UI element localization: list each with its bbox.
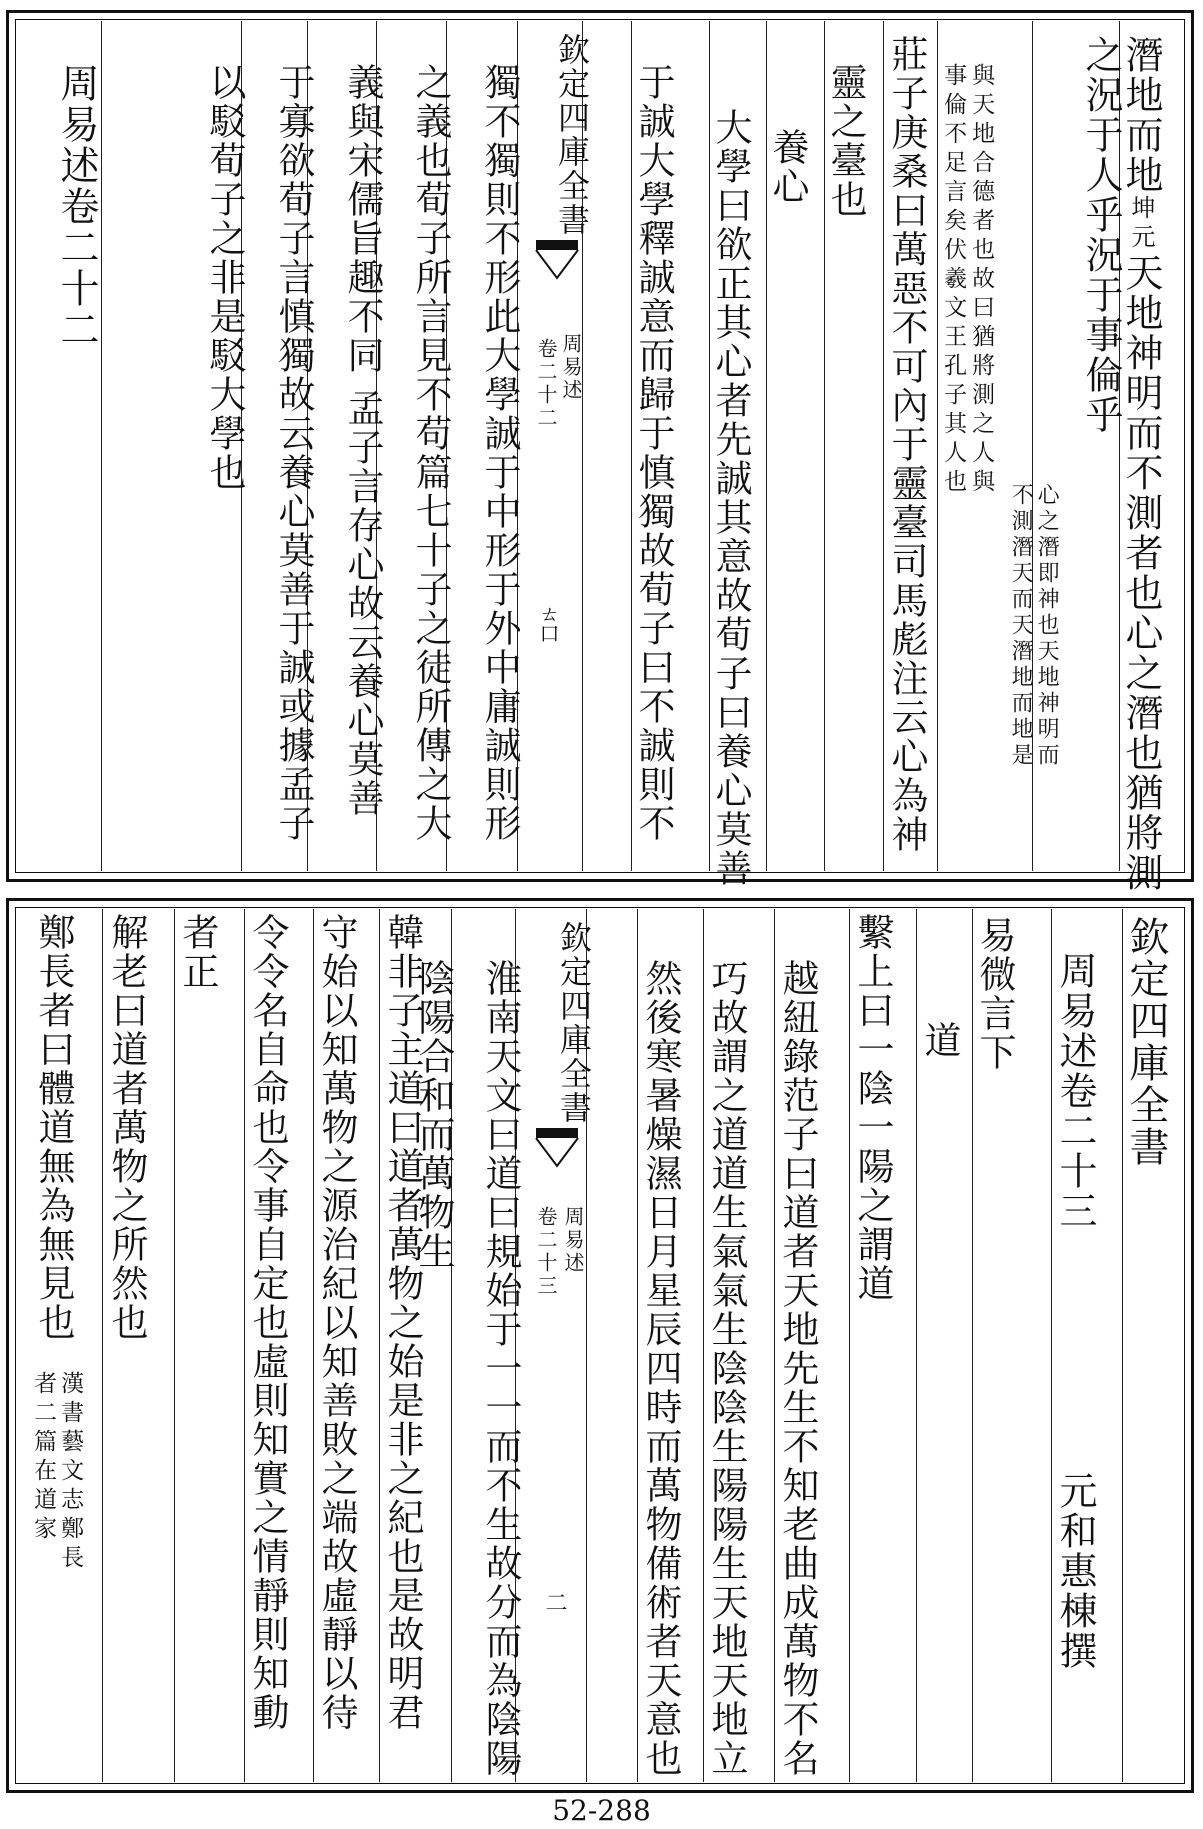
stamp-text: ㄊ口 <box>536 603 560 643</box>
fold-meta <box>559 1206 588 1275</box>
volume-label: 卷二十二 <box>534 338 558 430</box>
text-column <box>1119 35 1163 893</box>
text-column <box>479 959 522 1778</box>
column-rule <box>774 909 775 1782</box>
book-title: 周易述 <box>561 1206 585 1275</box>
center-fold <box>549 33 595 237</box>
annotation-text: 心之潛即神也天地神明而 <box>1034 483 1060 769</box>
annotation-column <box>1009 483 1032 769</box>
fold-meta <box>532 338 561 430</box>
main-text: 巧故謂之道道生氣氣生陰陰生陽陽生天地天地立 <box>705 959 748 1778</box>
column-rule <box>937 21 938 871</box>
main-text: 解老曰道者萬物之所然也 <box>105 913 148 1342</box>
section-heading <box>918 1021 961 1060</box>
main-text: 義與宋儒旨趣不同 孟子言存心故云養心莫善 <box>341 63 384 818</box>
text-column <box>32 913 75 1342</box>
annotation-text: 漢書藝文志鄭長 <box>57 1371 84 1574</box>
main-text: 大學曰欲正其心者先誠其意故荀子曰養心莫善 <box>709 108 752 888</box>
annotation-text: 不測潛天而天潛地而地是 <box>1008 483 1034 769</box>
main-text: 于誠大學釋誠意而歸于慎獨故荀子曰不誠則不 <box>632 63 675 843</box>
text-column <box>409 63 452 843</box>
text-column <box>381 913 424 1732</box>
column-rule <box>637 909 638 1782</box>
main-text: 然後寒暑燥濕日月星辰四時而萬物備術者天意也 <box>639 959 682 1778</box>
main-text: 之義也荀子所言見不苟篇七十子之徒所傳之大 <box>409 63 452 843</box>
library-title: 欽定四庫全書 <box>555 921 593 1125</box>
book-title: 周易述 <box>559 333 583 402</box>
top-page <box>6 10 1194 893</box>
main-text: 獨不獨則不形此大學誠于中形于外中庸誠則形 <box>478 63 521 843</box>
main-text: 天地神明而不測者也心之潛也猶將測 <box>1119 253 1163 893</box>
main-text: 于寡欲荀子言慎獨故云養心莫善于誠或據孟子 <box>272 63 315 843</box>
main-text: 令令名自命也令事自定也虛則知實之情靜則知動 <box>246 913 289 1732</box>
annotation-text: 事倫不足言矣伏羲文王孔子其人也 <box>940 63 967 498</box>
main-text: 韓非子主道曰道者萬物之始是非之紀也是故明君 <box>381 913 424 1732</box>
annotation-column <box>941 63 965 498</box>
fishtail-mark <box>534 238 580 286</box>
column-rule <box>849 909 850 1782</box>
column-rule <box>313 909 314 1782</box>
column-rule <box>379 909 380 1782</box>
library-title: 欽定四庫全書 <box>553 33 591 237</box>
column-rule <box>916 909 917 1782</box>
text-column <box>105 913 148 1342</box>
main-text: 莊子庚桑曰萬惡不可內于靈臺司馬彪注云心為神 <box>885 35 928 854</box>
main-text: 易微言下 <box>973 916 1016 1072</box>
column-rule <box>101 21 102 871</box>
main-text: 周易述卷二十三 <box>1053 951 1097 1231</box>
text-column <box>272 63 315 843</box>
main-text: 者正 <box>176 913 219 991</box>
heading-text: 養心 <box>766 128 809 206</box>
fold-stamp <box>534 603 563 643</box>
text-column <box>639 959 682 1778</box>
heading-text: 道 <box>918 1021 961 1060</box>
main-text: 淮南天文曰道曰規始于一一而不生故分而為陰陽 <box>479 959 522 1778</box>
volume-title <box>1053 951 1097 1231</box>
text-column <box>246 913 289 1732</box>
main-text: 陰陽合和而萬物生 <box>412 959 455 1271</box>
main-text: 繫上曰一陰一陽之謂道 <box>851 913 894 1303</box>
text-column <box>1079 35 1123 435</box>
text-column <box>705 959 748 1778</box>
annotation-column <box>1035 483 1058 769</box>
annotation-column <box>58 1371 82 1574</box>
text-column <box>203 63 246 492</box>
column-rule <box>174 909 175 1782</box>
annotation-text: 與天地合德者也故曰猶將測之人與 <box>968 63 995 498</box>
text-column <box>176 913 219 991</box>
main-text: 欽定四庫全書 <box>1123 916 1169 1168</box>
library-header <box>1123 916 1169 1168</box>
page-number: 52-288 <box>552 1794 651 1827</box>
column-rule <box>703 909 704 1782</box>
column-rule <box>244 909 245 1782</box>
text-column <box>478 63 521 843</box>
column-rule <box>1051 909 1052 1782</box>
main-text: 潛地而地 <box>1119 35 1163 195</box>
annotation-column <box>31 1371 55 1545</box>
main-text: 靈之臺也 <box>824 63 867 219</box>
text-column <box>632 63 675 843</box>
text-column <box>315 913 358 1732</box>
author-text: 元和惠棟撰 <box>1053 1471 1097 1671</box>
fold-meta <box>532 1206 561 1298</box>
main-text: 以駁荀子之非是駁大學也 <box>203 63 246 492</box>
text-column <box>885 35 928 854</box>
center-fold <box>551 921 597 1125</box>
volume-end-title <box>54 63 99 350</box>
main-text: 周易述卷二十二 <box>54 63 99 350</box>
chapter-title <box>973 916 1016 1072</box>
column-rule <box>883 21 884 871</box>
annotation-column <box>969 63 993 498</box>
text-column <box>341 63 384 818</box>
text-column <box>709 108 752 888</box>
fishtail-mark <box>534 1126 580 1174</box>
text-column <box>851 913 894 1303</box>
author-line <box>1053 1471 1097 1671</box>
main-text: 鄭長者曰體道無為無見也 <box>32 913 75 1342</box>
bottom-page <box>6 898 1194 1793</box>
annotation-text: 者二篇在道家 <box>30 1371 57 1545</box>
fold-meta <box>557 333 586 402</box>
volume-label: 卷二十三 <box>534 1206 558 1298</box>
text-column <box>776 959 819 1778</box>
column-rule <box>102 909 103 1782</box>
annotation-text: 坤元 <box>1127 195 1155 253</box>
leaf-number: 二 <box>542 1591 567 1613</box>
text-column <box>824 63 867 219</box>
main-text: 守始以知萬物之源治紀以知善敗之端故虛靜以待 <box>315 913 358 1732</box>
main-text: 越紐錄范子曰道者天地先生不知老曲成萬物不名 <box>776 959 819 1778</box>
fold-page-number <box>539 1591 570 1613</box>
main-text: 之況于人乎況于事倫乎 <box>1079 35 1123 435</box>
section-heading <box>766 128 809 206</box>
